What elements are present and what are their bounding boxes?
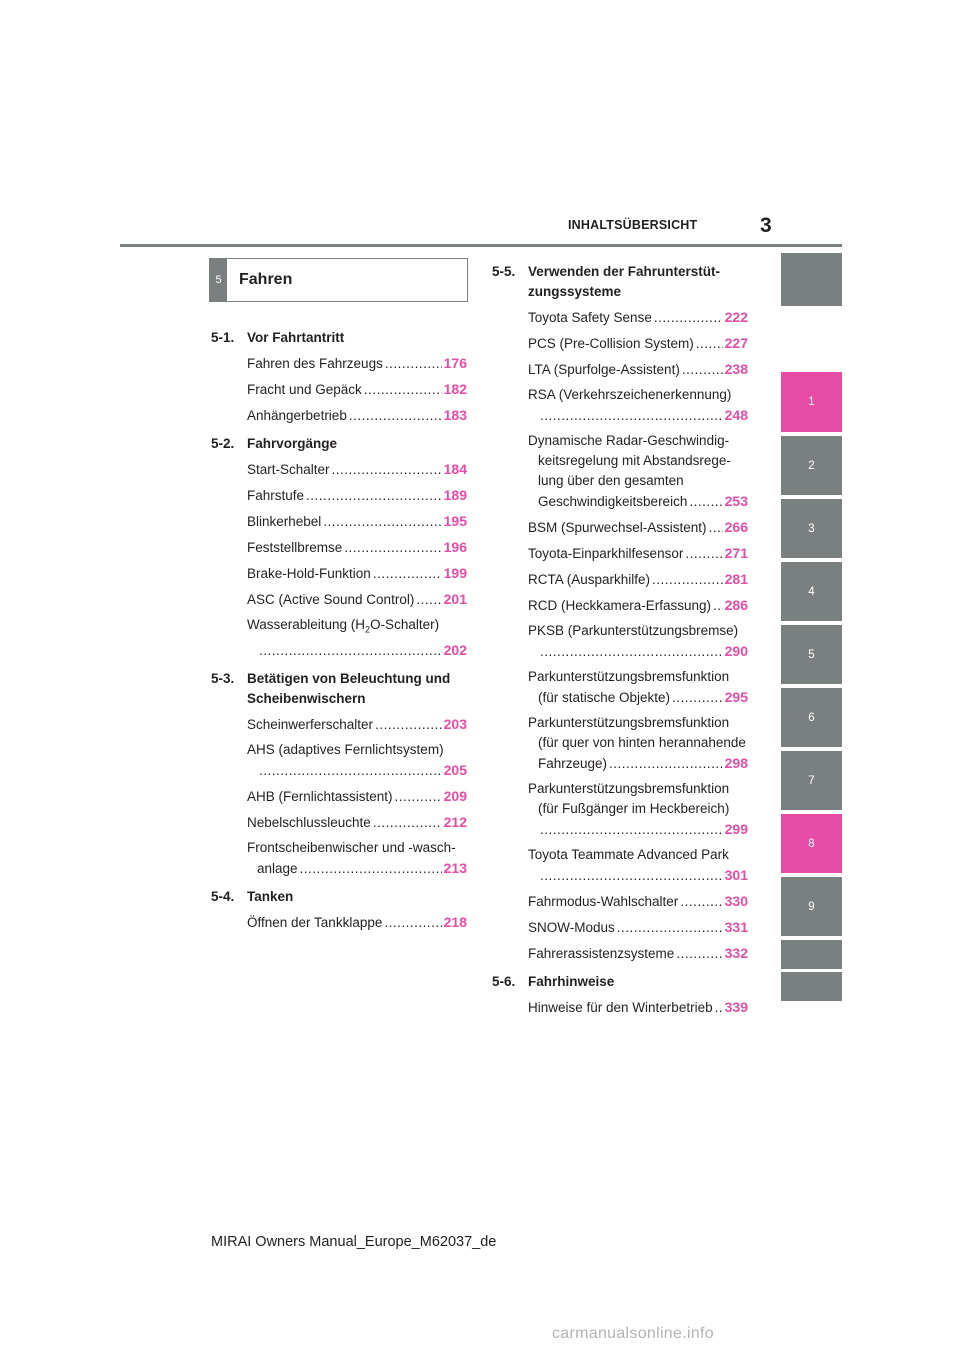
toc-entry-row <box>247 563 467 584</box>
toc-page-link[interactable]: 218 <box>443 913 467 930</box>
toc-entry-text: Blinkerhebel <box>247 514 322 529</box>
toc-page-link[interactable]: 183 <box>443 407 467 423</box>
toc-entry-text: Anhängerbetrieb <box>247 408 347 423</box>
toc-entry-text: Parkunterstützungsbremsfunktion <box>528 669 730 684</box>
toc-page-link[interactable]: 199 <box>443 565 467 581</box>
chapter-tab-blank[interactable] <box>781 972 842 1001</box>
toc-entry-row <box>528 891 748 912</box>
toc-entry-row <box>528 405 748 426</box>
toc-entry-text: PCS (Pre-Collision System) <box>528 336 694 351</box>
toc-group <box>492 972 748 992</box>
section-heading <box>209 258 468 302</box>
toc-entry-text: Toyota Safety Sense <box>528 310 652 325</box>
toc-group-title: Tanken <box>247 888 294 904</box>
leader-dots <box>713 596 723 616</box>
toc-group-title: Fahrhinweise <box>528 974 615 989</box>
toc-group-title: Vor Fahrtantritt <box>247 330 345 345</box>
toc-group <box>211 434 467 454</box>
toc-entry-row <box>528 333 748 354</box>
toc-entry[interactable] <box>247 912 467 933</box>
leader-dots <box>672 688 723 708</box>
leader-dots <box>685 544 722 564</box>
toc-entry-row <box>247 485 467 506</box>
toc-entry-row <box>247 912 467 933</box>
toc-entry-row <box>528 569 748 590</box>
chapter-tab-3[interactable]: 3 <box>781 499 842 558</box>
toc-entry[interactable] <box>247 537 467 558</box>
toc-entry[interactable] <box>528 997 748 1018</box>
toc-entry-text: Dynamische Radar-Geschwindig- <box>528 433 730 448</box>
toc-entry-text: Scheinwerferschalter <box>247 716 374 732</box>
toc-entry-text: Wasserableitung $(H_2O-Schalter)$ <box>247 617 440 635</box>
toc-entry-text: SNOW-Modus <box>528 920 615 935</box>
toc-entry[interactable] <box>247 379 467 400</box>
leader-dots <box>676 944 722 964</box>
toc-right-column <box>492 254 748 1018</box>
leader-dots <box>395 787 442 807</box>
toc-entry[interactable] <box>528 917 748 938</box>
leader-dots <box>540 820 723 840</box>
toc-entry-row <box>247 459 467 480</box>
leader-dots <box>349 406 442 426</box>
toc-entry[interactable] <box>528 307 748 328</box>
toc-page-link[interactable]: 299 <box>724 821 748 837</box>
toc-left-column <box>211 320 467 933</box>
toc-entry[interactable] <box>528 845 748 886</box>
toc-entry-text: RCD (Heckkamera-Erfassung) <box>528 598 712 613</box>
toc-entry[interactable] <box>528 943 748 964</box>
leader-dots <box>385 354 442 374</box>
toc-entry[interactable] <box>247 615 467 661</box>
leader-dots <box>540 642 723 662</box>
toc-entry[interactable] <box>528 543 748 564</box>
toc-page-link[interactable]: 184 <box>443 461 467 477</box>
toc-entry-row <box>247 537 467 558</box>
toc-entry-text: Toyota-Einparkhilfesensor <box>528 546 684 561</box>
toc-page-link[interactable]: 286 <box>724 597 748 613</box>
toc-page-link[interactable]: 201 <box>443 591 467 607</box>
toc-entry-row <box>528 997 748 1018</box>
toc-entry[interactable] <box>247 405 467 426</box>
toc-entry-text: Frontscheibenwischer und -wasch- <box>247 839 456 855</box>
leader-dots <box>259 641 442 661</box>
toc-page-link[interactable]: 205 <box>443 761 467 778</box>
toc-entry-text: Nebelschlussleuchte <box>247 814 371 830</box>
leader-dots <box>416 590 441 610</box>
toc-entry-text: anlage <box>257 860 298 876</box>
header-title: INHALTSÜBERSICHT <box>568 218 698 232</box>
leader-dots <box>373 564 442 584</box>
toc-entry-text: AHB (Fernlichtassistent) <box>247 788 393 804</box>
leader-dots <box>689 492 722 512</box>
toc-group <box>211 669 467 709</box>
toc-page-link[interactable]: 253 <box>724 493 748 509</box>
leader-dots <box>373 813 442 833</box>
leader-dots <box>332 460 442 480</box>
toc-page-link[interactable]: 222 <box>724 309 748 325</box>
toc-page-link[interactable]: 238 <box>724 361 748 377</box>
toc-entry-row <box>247 511 467 532</box>
toc-entry-text: Fracht und Gepäck <box>247 382 362 397</box>
toc-entry-text: ASC (Active Sound Control) <box>247 592 415 607</box>
toc-entry-row <box>528 543 748 564</box>
toc-entry-text: Fahrerassistenzsysteme <box>528 946 675 961</box>
toc-entry[interactable] <box>247 563 467 584</box>
leader-dots <box>709 518 723 538</box>
toc-entry-row <box>247 812 467 833</box>
toc-page-link[interactable]: 196 <box>443 539 467 555</box>
leader-dots <box>540 866 723 886</box>
toc-entry-row <box>528 753 748 774</box>
chapter-tab-1[interactable]: 1 <box>781 372 842 432</box>
chapter-tab-5[interactable]: 5 <box>781 625 842 684</box>
leader-dots <box>344 538 441 558</box>
toc-entry[interactable] <box>528 431 748 512</box>
toc-entry-text: Fahrmodus-Wahlschalter <box>528 894 679 909</box>
toc-group-title: Betätigen von Beleuchtung und Scheibenwischern <box>247 670 451 706</box>
toc-entry-row <box>247 353 467 374</box>
toc-entry[interactable] <box>247 714 467 735</box>
toc-page-link[interactable]: 176 <box>443 355 467 371</box>
leader-dots <box>375 715 442 735</box>
chapter-tab-2[interactable]: 2 <box>781 436 842 495</box>
toc-entry-text: lung über den gesamten <box>538 473 684 488</box>
toc-entry-row <box>247 379 467 400</box>
leader-dots <box>696 334 723 354</box>
toc-entry[interactable] <box>247 589 467 610</box>
toc-entry[interactable] <box>528 621 748 662</box>
toc-entry[interactable] <box>528 891 748 912</box>
leader-dots <box>306 486 442 506</box>
toc-entry-text: RSA (Verkehrszeichenerkennung) <box>528 387 732 402</box>
toc-entry-row <box>247 640 467 661</box>
toc-entry-row <box>247 786 467 807</box>
chapter-tab-8[interactable]: 8 <box>781 814 842 873</box>
toc-entry[interactable] <box>528 333 748 354</box>
toc-entry[interactable] <box>528 359 748 380</box>
toc-group-number: 5-2. <box>211 436 235 451</box>
toc-entry[interactable] <box>247 353 467 374</box>
toc-entry[interactable] <box>528 569 748 590</box>
leader-dots <box>652 570 723 590</box>
toc-page-link[interactable]: 295 <box>724 689 748 705</box>
toc-page-link[interactable]: 290 <box>724 643 748 659</box>
toc-entry-row <box>528 517 748 538</box>
toc-entry-text: Parkunterstützungsbremsfunktion <box>528 715 730 730</box>
toc-entry-text: keitsregelung mit Abstandsrege- <box>538 453 731 468</box>
toc-entry-text: (für statische Objekte) <box>538 690 671 705</box>
toc-page-link[interactable]: 298 <box>724 755 748 771</box>
toc-entry-text: AHS (adaptives Fernlichtsystem) <box>247 741 444 757</box>
toc-entry[interactable] <box>528 713 748 774</box>
toc-entry-text: Fahren des Fahrzeugs <box>247 356 383 371</box>
toc-entry-text: Fahrstufe <box>247 488 305 503</box>
toc-group-number: 5-6. <box>492 974 516 989</box>
toc-group-title: Verwenden der Fahrunterstüt- zungssysteme <box>528 264 721 299</box>
leader-dots <box>300 859 442 879</box>
toc-entry-text: Brake-Hold-Funktion <box>247 566 371 581</box>
leader-dots <box>259 761 442 781</box>
toc-page-link[interactable]: 281 <box>724 571 748 587</box>
toc-entry-row <box>247 589 467 610</box>
toc-group <box>492 262 748 302</box>
leader-dots <box>617 918 723 938</box>
toc-entry[interactable] <box>528 595 748 616</box>
toc-group <box>211 887 467 907</box>
toc-entry-text: (für Fußgänger im Heckbereich) <box>538 801 730 816</box>
toc-entry-text: (für quer von hinten herannahende <box>538 735 746 750</box>
toc-entry[interactable] <box>528 517 748 538</box>
toc-entry[interactable] <box>247 812 467 833</box>
toc-entry-text: Öffnen der Tankklappe <box>247 914 383 930</box>
toc-entry-row <box>528 595 748 616</box>
toc-page-link[interactable]: 189 <box>443 487 467 503</box>
leader-dots <box>540 406 723 426</box>
toc-entry[interactable] <box>247 786 467 807</box>
toc-page-link[interactable]: 331 <box>724 919 748 935</box>
chapter-tab-6[interactable]: 6 <box>781 688 842 747</box>
toc-entry-row <box>528 865 748 886</box>
toc-page-link[interactable]: 182 <box>443 381 467 397</box>
toc-entry-text: Hinweise für den Winterbetrieb <box>528 1000 713 1015</box>
toc-entry-row <box>247 858 467 879</box>
leader-dots <box>682 360 723 380</box>
leader-dots <box>323 512 441 532</box>
toc-entry-text: LTA (Spurfolge-Assistent) <box>528 362 680 377</box>
toc-group-title: Fahrvorgänge <box>247 436 338 451</box>
toc-entry[interactable] <box>528 385 748 426</box>
watermark: carmanualsonline.info <box>552 1325 714 1342</box>
toc-entry-text: Toyota Teammate Advanced Park <box>528 847 729 862</box>
toc-entry-row <box>528 819 748 840</box>
toc-page-link[interactable]: 227 <box>724 335 748 351</box>
toc-page-link[interactable]: 202 <box>443 641 467 658</box>
leader-dots <box>609 754 723 774</box>
footer-text: MIRAI Owners Manual_Europe_M62037_de <box>211 1234 497 1250</box>
page-number: 3 <box>760 214 772 237</box>
toc-entry[interactable] <box>247 485 467 506</box>
toc-page-link[interactable]: 195 <box>443 513 467 529</box>
toc-entry-row <box>528 917 748 938</box>
toc-entry-text: Start-Schalter <box>247 462 330 477</box>
toc-entry[interactable] <box>247 459 467 480</box>
toc-entry-text: RCTA (Ausparkhilfe) <box>528 572 651 587</box>
toc-group-number: 5-1. <box>211 330 235 345</box>
chapter-tab-blank[interactable] <box>781 253 842 306</box>
toc-page-link[interactable]: 271 <box>724 545 748 561</box>
chapter-tab-4[interactable]: 4 <box>781 562 842 621</box>
toc-entry-row <box>528 491 748 512</box>
toc-entry-row <box>528 687 748 708</box>
toc-group <box>211 328 467 348</box>
leader-dots <box>384 913 441 933</box>
toc-page-link[interactable]: 330 <box>724 893 748 909</box>
toc-group-number: 5-3. <box>211 670 235 686</box>
toc-page-link[interactable]: 248 <box>724 407 748 423</box>
leader-dots <box>654 308 723 328</box>
leader-dots <box>715 998 723 1018</box>
toc-entry-row <box>528 307 748 328</box>
toc-entry[interactable] <box>247 838 467 879</box>
toc-entry-text: Parkunterstützungsbremsfunktion <box>528 781 730 796</box>
toc-page-link[interactable]: 266 <box>724 519 748 535</box>
toc-page-link[interactable]: 301 <box>724 867 748 883</box>
header-divider <box>120 244 842 247</box>
toc-entry-row <box>528 943 748 964</box>
section-number: 5 <box>210 259 227 301</box>
toc-entry-text: PKSB (Parkunterstützungsbremse) <box>528 623 739 638</box>
leader-dots <box>680 892 722 912</box>
toc-entry-row <box>247 714 467 735</box>
toc-entry[interactable] <box>528 779 748 840</box>
toc-entry-text: Geschwindigkeitsbereich <box>538 494 688 509</box>
toc-entry[interactable] <box>528 667 748 708</box>
toc-entry-text: Feststellbremse <box>247 540 343 555</box>
toc-page-link[interactable]: 332 <box>724 945 748 961</box>
chapter-tab-blank[interactable] <box>781 940 842 969</box>
chapter-tab-7[interactable]: 7 <box>781 751 842 810</box>
toc-entry-row <box>528 641 748 662</box>
leader-dots <box>364 380 442 400</box>
toc-page-link[interactable]: 339 <box>724 999 748 1015</box>
toc-entry[interactable] <box>247 511 467 532</box>
toc-entry-row <box>247 760 467 781</box>
toc-group-number: 5-4. <box>211 888 235 904</box>
toc-entry-row <box>247 405 467 426</box>
toc-page-link[interactable]: 209 <box>443 787 467 804</box>
toc-page-link[interactable]: 212 <box>443 813 467 830</box>
toc-entry-row <box>528 359 748 380</box>
toc-page-link[interactable]: 213 <box>443 859 467 876</box>
section-title: Fahren <box>239 271 293 288</box>
toc-entry-text: BSM (Spurwechsel-Assistent) <box>528 520 707 535</box>
toc-entry-text: Fahrzeuge) <box>538 756 608 771</box>
toc-entry[interactable] <box>247 740 467 781</box>
toc-group-number: 5-5. <box>492 264 516 279</box>
chapter-tab-9[interactable]: 9 <box>781 877 842 936</box>
toc-page-link[interactable]: 203 <box>443 715 467 732</box>
